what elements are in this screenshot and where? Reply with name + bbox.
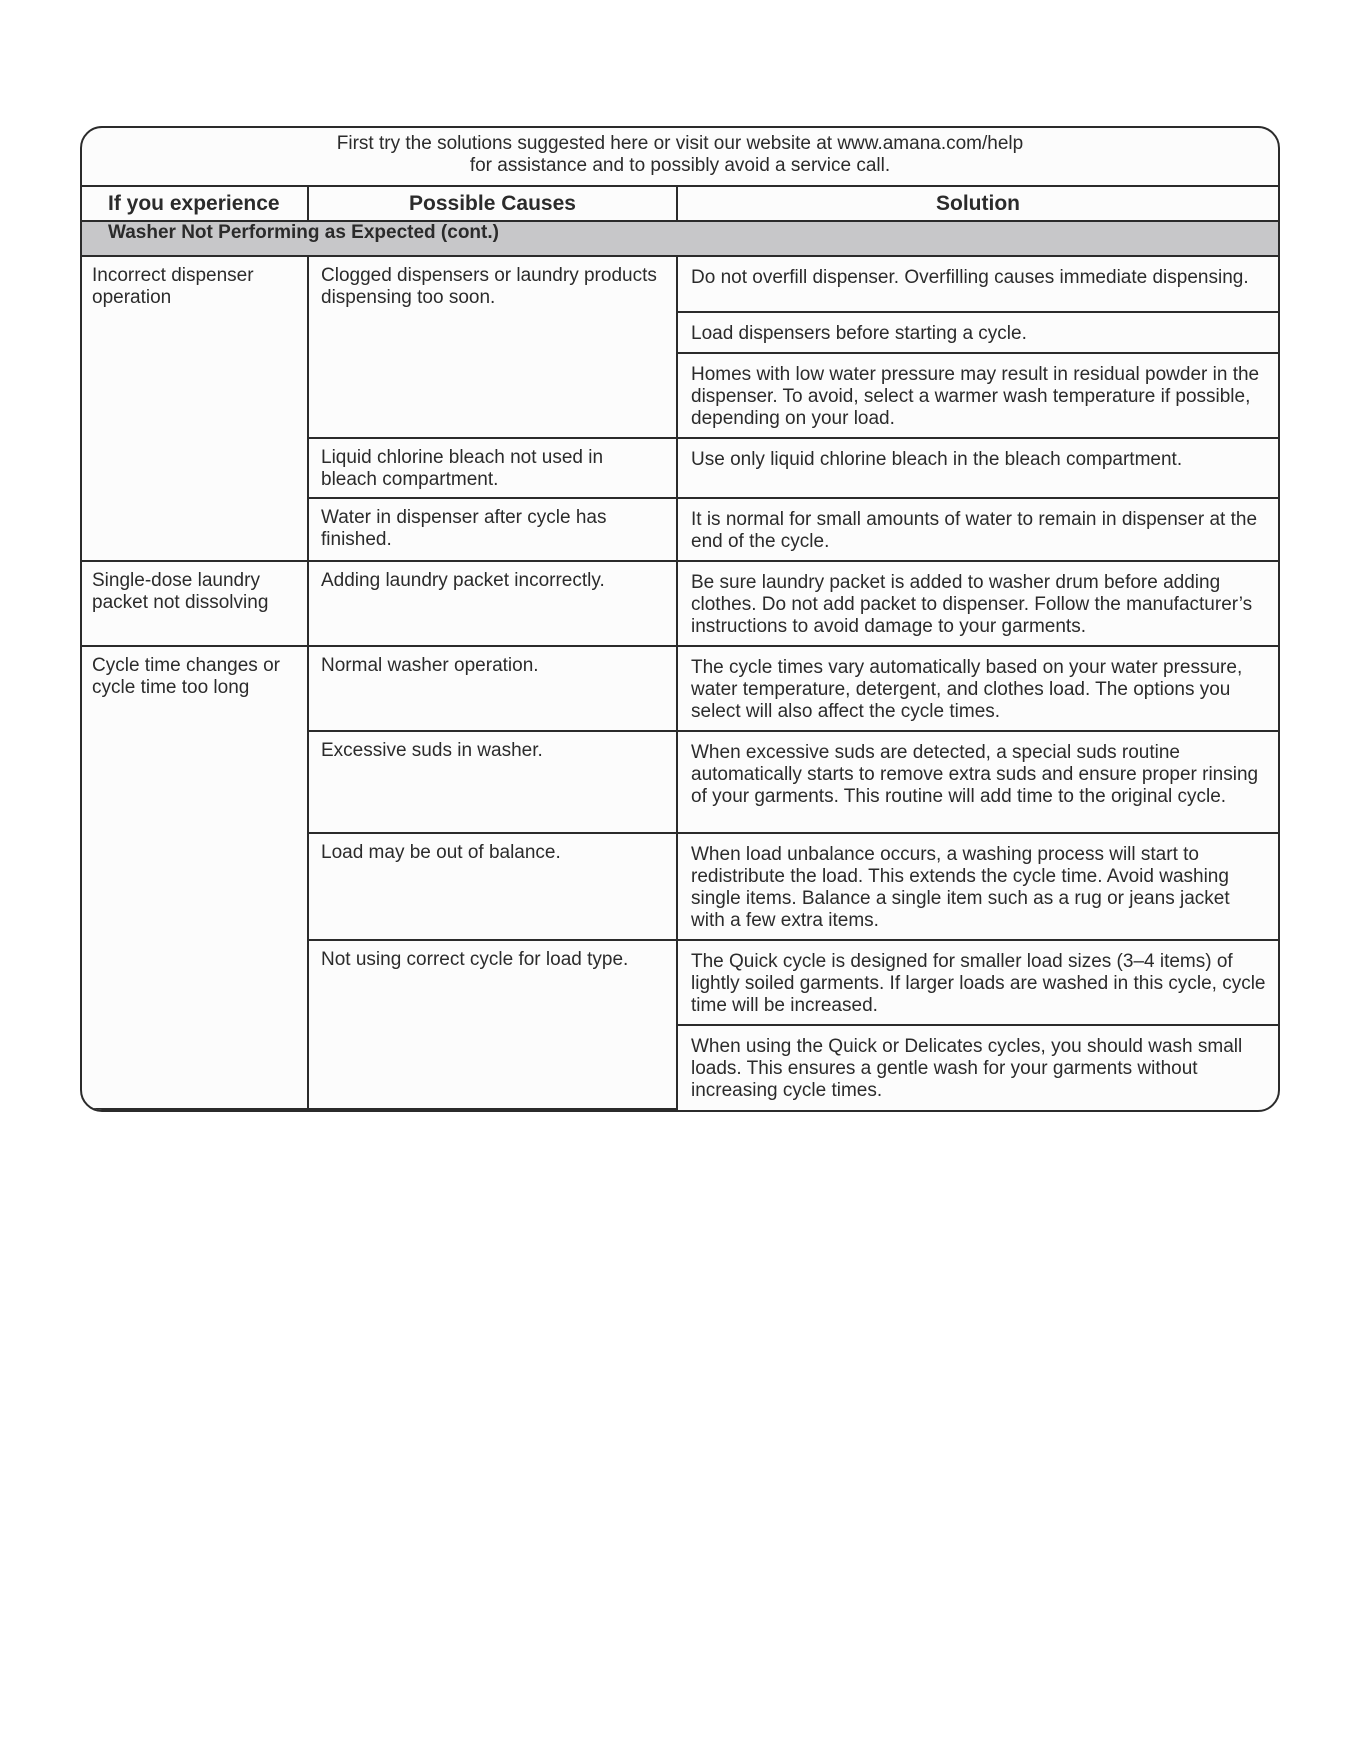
solution-cell: It is normal for small amounts of water to remain in dispenser at the end of the cycle. [677, 498, 1278, 561]
cause-cell: Normal washer operation. [308, 646, 677, 731]
solution-cell: When load unbalance occurs, a washing process will start to redistribute the load. This extends the cycle time. Avoid washing single items. Balance a single item such as a rug or jeans jacket with a few extra items. [677, 833, 1278, 940]
solution-cell: Load dispensers before starting a cycle. [677, 312, 1278, 353]
solution-cell: The cycle times vary automatically based on your water pressure, water temperature, detergent, and clothes load. The options you select will also affect the cycle times. [677, 646, 1278, 731]
header-row [82, 187, 1278, 221]
table-row [82, 646, 1278, 731]
header-solution: Solution [677, 187, 1278, 221]
solution-cell: Homes with low water pressure may result in residual powder in the dispenser. To avoid, select a warmer wash temperature if possible, depending on your load. [677, 353, 1278, 438]
cause-cell: Adding laundry packet incorrectly. [308, 561, 677, 646]
intro-line-1: First try the solutions suggested here or visit our website at www.amana.com/help [336, 133, 1024, 154]
solution-cell: Be sure laundry packet is added to washer drum before adding clothes. Do not add packet to dispenser. Follow the manufacturer’s instructions to avoid damage to your garments. [677, 561, 1278, 646]
troubleshooting-panel [80, 126, 1280, 1112]
cause-cell: Clogged dispensers or laundry products dispensing too soon. [308, 256, 677, 438]
cause-cell: Excessive suds in washer. [308, 731, 677, 833]
cause-cell: Liquid chlorine bleach not used in bleach compartment. [308, 438, 677, 498]
troubleshooting-table [82, 187, 1278, 1110]
solution-cell: Do not overfill dispenser. Overfilling causes immediate dispensing. [677, 256, 1278, 312]
cause-cell: Water in dispenser after cycle has finished. [308, 498, 677, 561]
experience-cell: Single-dose laundry packet not dissolving [82, 561, 308, 646]
header-experience: If you experience [82, 187, 308, 221]
solution-cell: When excessive suds are detected, a special suds routine automatically starts to remove extra suds and ensure proper rinsing of your garments. This routine will add time to the original cycle. [677, 731, 1278, 833]
section-row [82, 221, 1278, 256]
solution-cell: The Quick cycle is designed for smaller load sizes (3–4 items) of lightly soiled garments. If larger loads are washed in this cycle, cycle time will be increased. [677, 940, 1278, 1025]
solution-cell: Use only liquid chlorine bleach in the bleach compartment. [677, 438, 1278, 498]
header-causes: Possible Causes [308, 187, 677, 221]
intro-line-2: for assistance and to possibly avoid a service call. [469, 155, 891, 176]
table-row [82, 561, 1278, 646]
intro-note [82, 128, 1278, 187]
experience-cell: Incorrect dispenser operation [82, 256, 308, 561]
cause-cell: Load may be out of balance. [308, 833, 677, 940]
section-title: Washer Not Performing as Expected (cont.) [82, 221, 1278, 256]
solution-cell: When using the Quick or Delicates cycles, you should wash small loads. This ensures a gentle wash for your garments without increasing cycle times. [691, 1036, 1243, 1101]
cause-cell: Not using correct cycle for load type. [308, 940, 677, 1109]
experience-cell: Cycle time changes or cycle time too long [82, 646, 308, 1109]
table-row [82, 256, 1278, 312]
